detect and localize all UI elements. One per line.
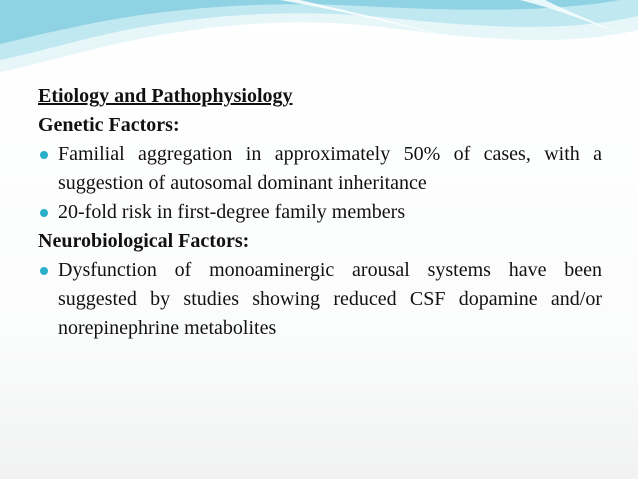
section-heading-neurobiological: Neurobiological Factors: (38, 230, 250, 252)
header-wave-decoration (0, 0, 638, 90)
bullet-dot-icon (40, 209, 48, 217)
bullet-item (38, 198, 602, 227)
bullet-item (38, 140, 602, 198)
bullet-text: Dysfunction of monoaminergic arousal systems have been suggested by studies showing reduced CSF dopamine and/or norepinephrine metabolites (58, 259, 602, 339)
bullet-text: 20-fold risk in first-degree family members (58, 201, 406, 223)
bullet-dot-icon (40, 267, 48, 275)
slide-title: Etiology and Pathophysiology (38, 85, 293, 107)
bullet-dot-icon (40, 151, 48, 159)
bullet-text: Familial aggregation in approximately 50% of cases, with a suggestion of autosomal dominant inheritance (58, 143, 602, 194)
bullet-item (38, 256, 602, 343)
slide-content (38, 82, 602, 343)
section-heading-genetic: Genetic Factors: (38, 114, 180, 136)
